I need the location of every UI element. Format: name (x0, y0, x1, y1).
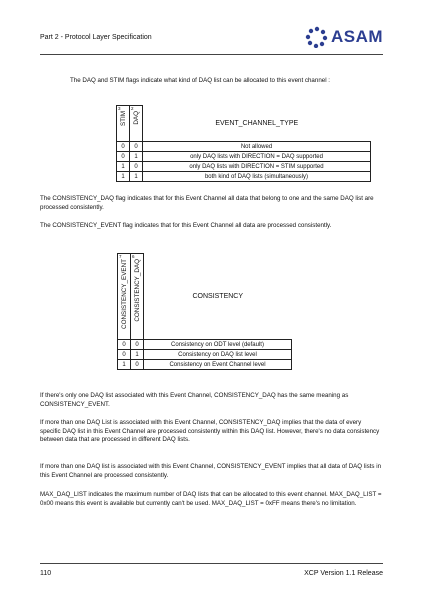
table2-bit-6: 6 (132, 254, 135, 259)
table1-cell: 0 (117, 142, 130, 152)
table2-col-consistency-daq-header (131, 254, 144, 340)
table2-consistency-event-label: CONSISTENCY_EVENT (120, 259, 128, 329)
table2-desc: Consistency on ODT level (default) (144, 340, 292, 350)
table2-cell: 0 (118, 350, 131, 360)
asam-logo-text: ASAM (331, 27, 384, 46)
table1-bit-3: 3 (118, 106, 121, 111)
table1-col-stim-header (117, 106, 130, 142)
paragraph-multiple-daq-consistency-event: If more than one DAQ list is associated with this Event Channel, CONSISTENCY_EVENT implies that all data of DAQ lists in this Event Channel are processed consistently. (40, 463, 382, 479)
paragraph-single-daq-list: If there's only one DAQ list associated with this Event Channel, CONSISTENCY_DAQ has the same meaning as CONSISTENCY_EVENT. (40, 392, 349, 408)
footer-version: XCP Version 1.1 Release (304, 570, 383, 577)
table-row (118, 360, 292, 370)
table1-cell: 1 (130, 172, 143, 182)
table2-col-consistency-event-header (118, 254, 131, 340)
page-header-title: Part 2 - Protocol Layer Specification (40, 34, 152, 41)
paragraph-daq-stim-flags: The DAQ and STIM flags indicate what kind of DAQ list can be allocated to this event channel : (70, 77, 331, 84)
table1-cell: 0 (130, 162, 143, 172)
footer-divider (40, 563, 383, 564)
table2-bit-7: 7 (119, 254, 122, 259)
table1-cell: 1 (130, 152, 143, 162)
table1-desc: only DAQ lists with DIRECTION = STIM supported (143, 162, 371, 172)
table2-desc: Consistency on Event Channel level (144, 360, 292, 370)
table-row (118, 340, 292, 350)
table-row (117, 152, 371, 162)
table1-desc: Not allowed (143, 142, 371, 152)
table1-bit-2: 2 (131, 106, 134, 111)
table1-title: EVENT_CHANNEL_TYPE (215, 119, 299, 127)
asam-logo (305, 26, 385, 48)
page-number: 110 (40, 570, 52, 577)
table1-desc: only DAQ lists with DIRECTION = DAQ supported (143, 152, 371, 162)
table-row (118, 350, 292, 360)
table-row (117, 162, 371, 172)
table1-col-daq-header (130, 106, 143, 142)
paragraph-multiple-daq-consistency-daq: If more than one DAQ List is associated with this Event Channel, CONSISTENCY_DAQ implies that the data of every specific DAQ list in this Event Channel are processed consistently within this DAQ list. However, there's no data consistency between data that are processed in different DAQ lists. (40, 419, 380, 444)
table1-stim-label: STIM (119, 111, 127, 127)
paragraph-consistency-event: The CONSISTENCY_EVENT flag indicates that for this Event Channel all data are processed consistently. (40, 222, 332, 229)
paragraph-max-daq-list: MAX_DAQ_LIST indicates the maximum number of DAQ lists that can be allocated to this event channel. MAX_DAQ_LIST = 0x00 means this event is available but currently can't be used. MAX_DAQ_LIST = 0xFF means there's no limitation. (40, 491, 382, 507)
table-row (117, 142, 371, 152)
table1-desc: both kind of DAQ lists (simultaneously) (143, 172, 371, 182)
table2-cell: 1 (118, 360, 131, 370)
table2-desc: Consistency on DAQ list level (144, 350, 292, 360)
table-row (117, 172, 371, 182)
table1-cell: 1 (117, 162, 130, 172)
table2-cell: 1 (131, 350, 144, 360)
table2-title: CONSISTENCY (192, 292, 244, 300)
table1-cell: 0 (130, 142, 143, 152)
table2-cell: 0 (118, 340, 131, 350)
consistency-table (117, 253, 292, 370)
table2-cell: 0 (131, 360, 144, 370)
asam-logo-icon (305, 26, 329, 48)
table1-cell: 1 (117, 172, 130, 182)
table1-cell: 0 (117, 152, 130, 162)
event-channel-type-table (116, 105, 371, 182)
table2-consistency-daq-label: CONSISTENCY_DAQ (133, 259, 141, 322)
paragraph-consistency-daq: The CONSISTENCY_DAQ flag indicates that for this Event Channel all data that belong to one and the same DAQ list are processed consistently. (40, 195, 374, 211)
table1-daq-label: DAQ (132, 111, 140, 125)
header-divider (40, 54, 383, 55)
table2-cell: 0 (131, 340, 144, 350)
